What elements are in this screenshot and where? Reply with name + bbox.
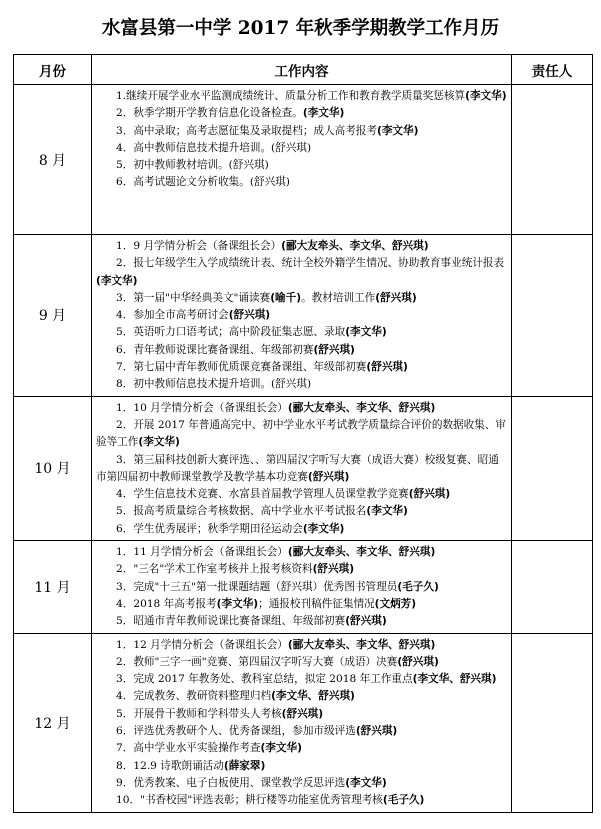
month-cell: 8 月 <box>14 85 92 235</box>
task-text: 4．高中教师信息技术提升培训。(舒兴琪) <box>116 141 312 154</box>
owner-cell <box>512 235 593 397</box>
task-owner: (郦大友牵头、李文华、舒兴琪) <box>287 401 436 414</box>
content-cell <box>92 85 512 235</box>
task-owner: (薛家翠) <box>223 759 266 772</box>
task-item <box>96 290 507 307</box>
task-item <box>96 671 507 688</box>
task-text: 6．评选优秀教研个人、优秀备课组，参加市级评选 <box>116 725 356 738</box>
task-owner: (李文华) <box>366 505 408 518</box>
task-owner: (舒兴琪) <box>397 655 439 668</box>
task-item <box>96 775 507 792</box>
task-owner: (李文华) <box>138 436 180 449</box>
content-cell <box>92 396 512 540</box>
task-item <box>96 486 507 503</box>
task-item <box>96 238 507 255</box>
task-text: 2．开展 2017 年普通高完中、初中学业水平考试教学质量综合评价的数据收集、审验等工作 <box>96 418 507 449</box>
task-item <box>96 342 507 359</box>
task-text: 8．初中教师信息技术提升培训。(舒兴琪) <box>116 378 312 391</box>
task-text: 5．英语听力口语考试；高中阶段征集志愿、录取 <box>116 326 346 339</box>
header-content: 工作内容 <box>92 55 512 85</box>
task-item <box>96 417 507 452</box>
month-row <box>14 85 593 235</box>
owner-cell <box>512 85 593 235</box>
task-text: 1．9 月学情分析会（备课组长会） <box>116 240 282 252</box>
task-text: 3．完成"十三五"第一批课题结题（舒兴琪）优秀图书管理员 <box>116 580 398 593</box>
task-text: 5．昭通市青年教师说课比赛备课组、年级部初赛 <box>116 615 346 628</box>
task-item <box>96 758 507 775</box>
owner-cell <box>512 396 593 540</box>
month-cell: 12 月 <box>14 633 92 812</box>
task-owner: (李文华) <box>216 597 259 610</box>
task-item <box>96 544 507 561</box>
task-owner: (毛子久) <box>397 580 439 593</box>
task-item <box>96 723 507 740</box>
task-item <box>96 324 507 341</box>
task-text: 6．青年教师说课比赛备课组、年级部初赛 <box>116 343 314 356</box>
task-text: 1．11 月学情分析会（备课组长会） <box>116 546 288 559</box>
task-text: 4．2018 年高考报考 <box>116 597 217 610</box>
task-text: 9．优秀教案、电子白板使用、课堂教学反思评选 <box>116 776 346 789</box>
task-item <box>96 452 507 487</box>
task-owner: (李文华) <box>345 326 387 339</box>
task-owner: (舒兴琪) <box>313 343 355 356</box>
task-owner: (郦大友牵头、李文华、舒兴琪) <box>281 240 429 252</box>
task-owner: (舒兴琪) <box>307 470 350 483</box>
task-item <box>96 613 507 630</box>
task-owner: (李文华、舒兴琪) <box>412 673 497 686</box>
header-row <box>14 55 593 85</box>
owner-cell <box>512 541 593 633</box>
task-text: 6．学生优秀展评；秋季学期田径运动会 <box>116 522 303 535</box>
owner-cell <box>512 633 593 812</box>
task-owner-secondary: (舒兴琪) <box>375 291 417 304</box>
task-owner: (舒兴琪) <box>345 615 387 628</box>
task-text: 2．报七年级学生入学成绩统计表、统计全校外籍学生情况、协助教育事业统计报表 <box>116 257 505 270</box>
task-item <box>96 255 507 290</box>
task-text: 2．秋季学期开学教育信息化设备检查。 <box>116 107 303 120</box>
task-item <box>96 579 507 596</box>
task-item <box>96 637 507 654</box>
task-item <box>96 503 507 520</box>
task-item <box>96 140 507 157</box>
month-cell: 10 月 <box>14 396 92 540</box>
task-text: 5．初中教师教材培训。(舒兴琪) <box>116 159 269 172</box>
task-owner: (李文华) <box>260 742 302 755</box>
task-owner: (郦大友牵头、李文华、舒兴琪) <box>287 638 436 651</box>
task-owner: (李文华) <box>465 90 507 102</box>
task-item <box>96 792 507 809</box>
calendar-table <box>13 54 593 813</box>
task-text: 7．高中学业水平实验操作考查 <box>116 742 261 755</box>
month-row <box>14 235 593 397</box>
task-text: 4．学生信息技术竞赛、水富县首届教学管理人员课堂教学竞赛 <box>116 488 409 501</box>
month-cell: 11 月 <box>14 541 92 633</box>
month-row <box>14 541 593 633</box>
task-owner: (李文华) <box>302 107 345 120</box>
task-item <box>96 359 507 376</box>
task-text: 10．"书香校园"评选表彰；耕行楼等功能室优秀管理考核 <box>116 794 383 807</box>
task-text: 4．参加全市高考研讨会 <box>116 309 229 322</box>
task-text: 3．完成 2017 年教务处、教科室总结，拟定 2018 年工作重点 <box>116 673 413 686</box>
task-item <box>96 105 507 122</box>
task-item <box>96 157 507 174</box>
task-text: 5．开展骨干教师和学科带头人考核 <box>116 707 282 720</box>
task-item <box>96 307 507 324</box>
task-item <box>96 561 507 578</box>
content-cell <box>92 633 512 812</box>
month-cell: 9 月 <box>14 235 92 397</box>
task-text: 2．"三名"学术工作室考核并上报考核资料 <box>116 563 313 576</box>
task-item <box>96 174 507 191</box>
header-month: 月份 <box>14 55 92 85</box>
task-owner: (李文华) <box>345 776 387 789</box>
task-item <box>96 596 507 613</box>
task-owner: (舒兴琪) <box>281 707 324 720</box>
task-owner: (毛子久) <box>382 794 425 807</box>
task-item <box>96 706 507 723</box>
header-owner: 责任人 <box>512 55 593 85</box>
task-text: 3．第一届"中华经典美文"诵读赛 <box>116 291 271 304</box>
task-owner: (舒兴琪) <box>355 725 398 738</box>
task-owner: (喻千) <box>270 291 302 304</box>
task-text: 5．报高考质量综合考核数据、高中学业水平考试报名 <box>116 505 367 518</box>
task-text: 3．高中录取；高考志愿征集及录取提档；成人高考报考 <box>116 124 377 137</box>
task-text-after: 。教材培训工作 <box>301 291 376 304</box>
task-item <box>96 654 507 671</box>
task-text: 1.继续开展学业水平监测成绩统计、质量分析工作和教育教学质量奖惩核算 <box>116 90 466 102</box>
task-owner: (李文华) <box>96 274 138 287</box>
task-owner: (舒兴琪) <box>366 361 408 374</box>
task-item <box>96 123 507 140</box>
task-owner: (舒兴琪) <box>228 309 271 322</box>
task-text: 3．第三届科技创新大赛评选、、第四届汉字听写大赛（成语大赛）校级复赛、昭通市第四届初中教师课堂教学及教学基本功竞赛 <box>96 453 499 483</box>
task-item <box>96 521 507 538</box>
task-text: 8．12.9 诗歌朗诵活动 <box>116 759 224 772</box>
task-text: 1．12 月学情分析会（备课组长会） <box>116 638 288 651</box>
task-text: 4．完成教务、教研资料整理归档 <box>116 690 272 703</box>
task-text-after: ；通报校刊稿件征集情况 <box>258 597 375 610</box>
page-title: 水富县第一中学 2017 年秋季学期教学工作月历 <box>101 18 500 39</box>
task-item <box>96 88 507 105</box>
task-item <box>96 688 507 705</box>
task-text: 1．10 月学情分析会（备课组长会） <box>116 401 288 414</box>
task-owner: (李文华、舒兴琪) <box>271 690 355 703</box>
content-cell <box>92 235 512 397</box>
task-item <box>96 400 507 417</box>
task-item <box>96 376 507 393</box>
content-cell <box>92 541 512 633</box>
task-text: 2．教师"三字一画"竞赛、第四届汉字听写大赛（成语）决赛 <box>116 655 398 668</box>
task-text: 6．高考试题论文分析收集。(舒兴琪) <box>116 176 290 189</box>
task-owner: (郦大友牵头、李文华、舒兴琪) <box>287 546 436 559</box>
month-row <box>14 633 593 812</box>
task-owner: (舒兴琪) <box>312 563 355 576</box>
month-row <box>14 396 593 540</box>
task-owner: (舒兴琪) <box>408 488 451 501</box>
task-item <box>96 740 507 757</box>
task-owner: (李文华) <box>377 124 419 137</box>
task-owner-secondary: (文炳芳) <box>374 597 417 610</box>
task-text: 7．第七届中青年教师优质课竞赛备课组、年级部初赛 <box>116 361 367 374</box>
task-owner: (李文华) <box>302 522 345 535</box>
